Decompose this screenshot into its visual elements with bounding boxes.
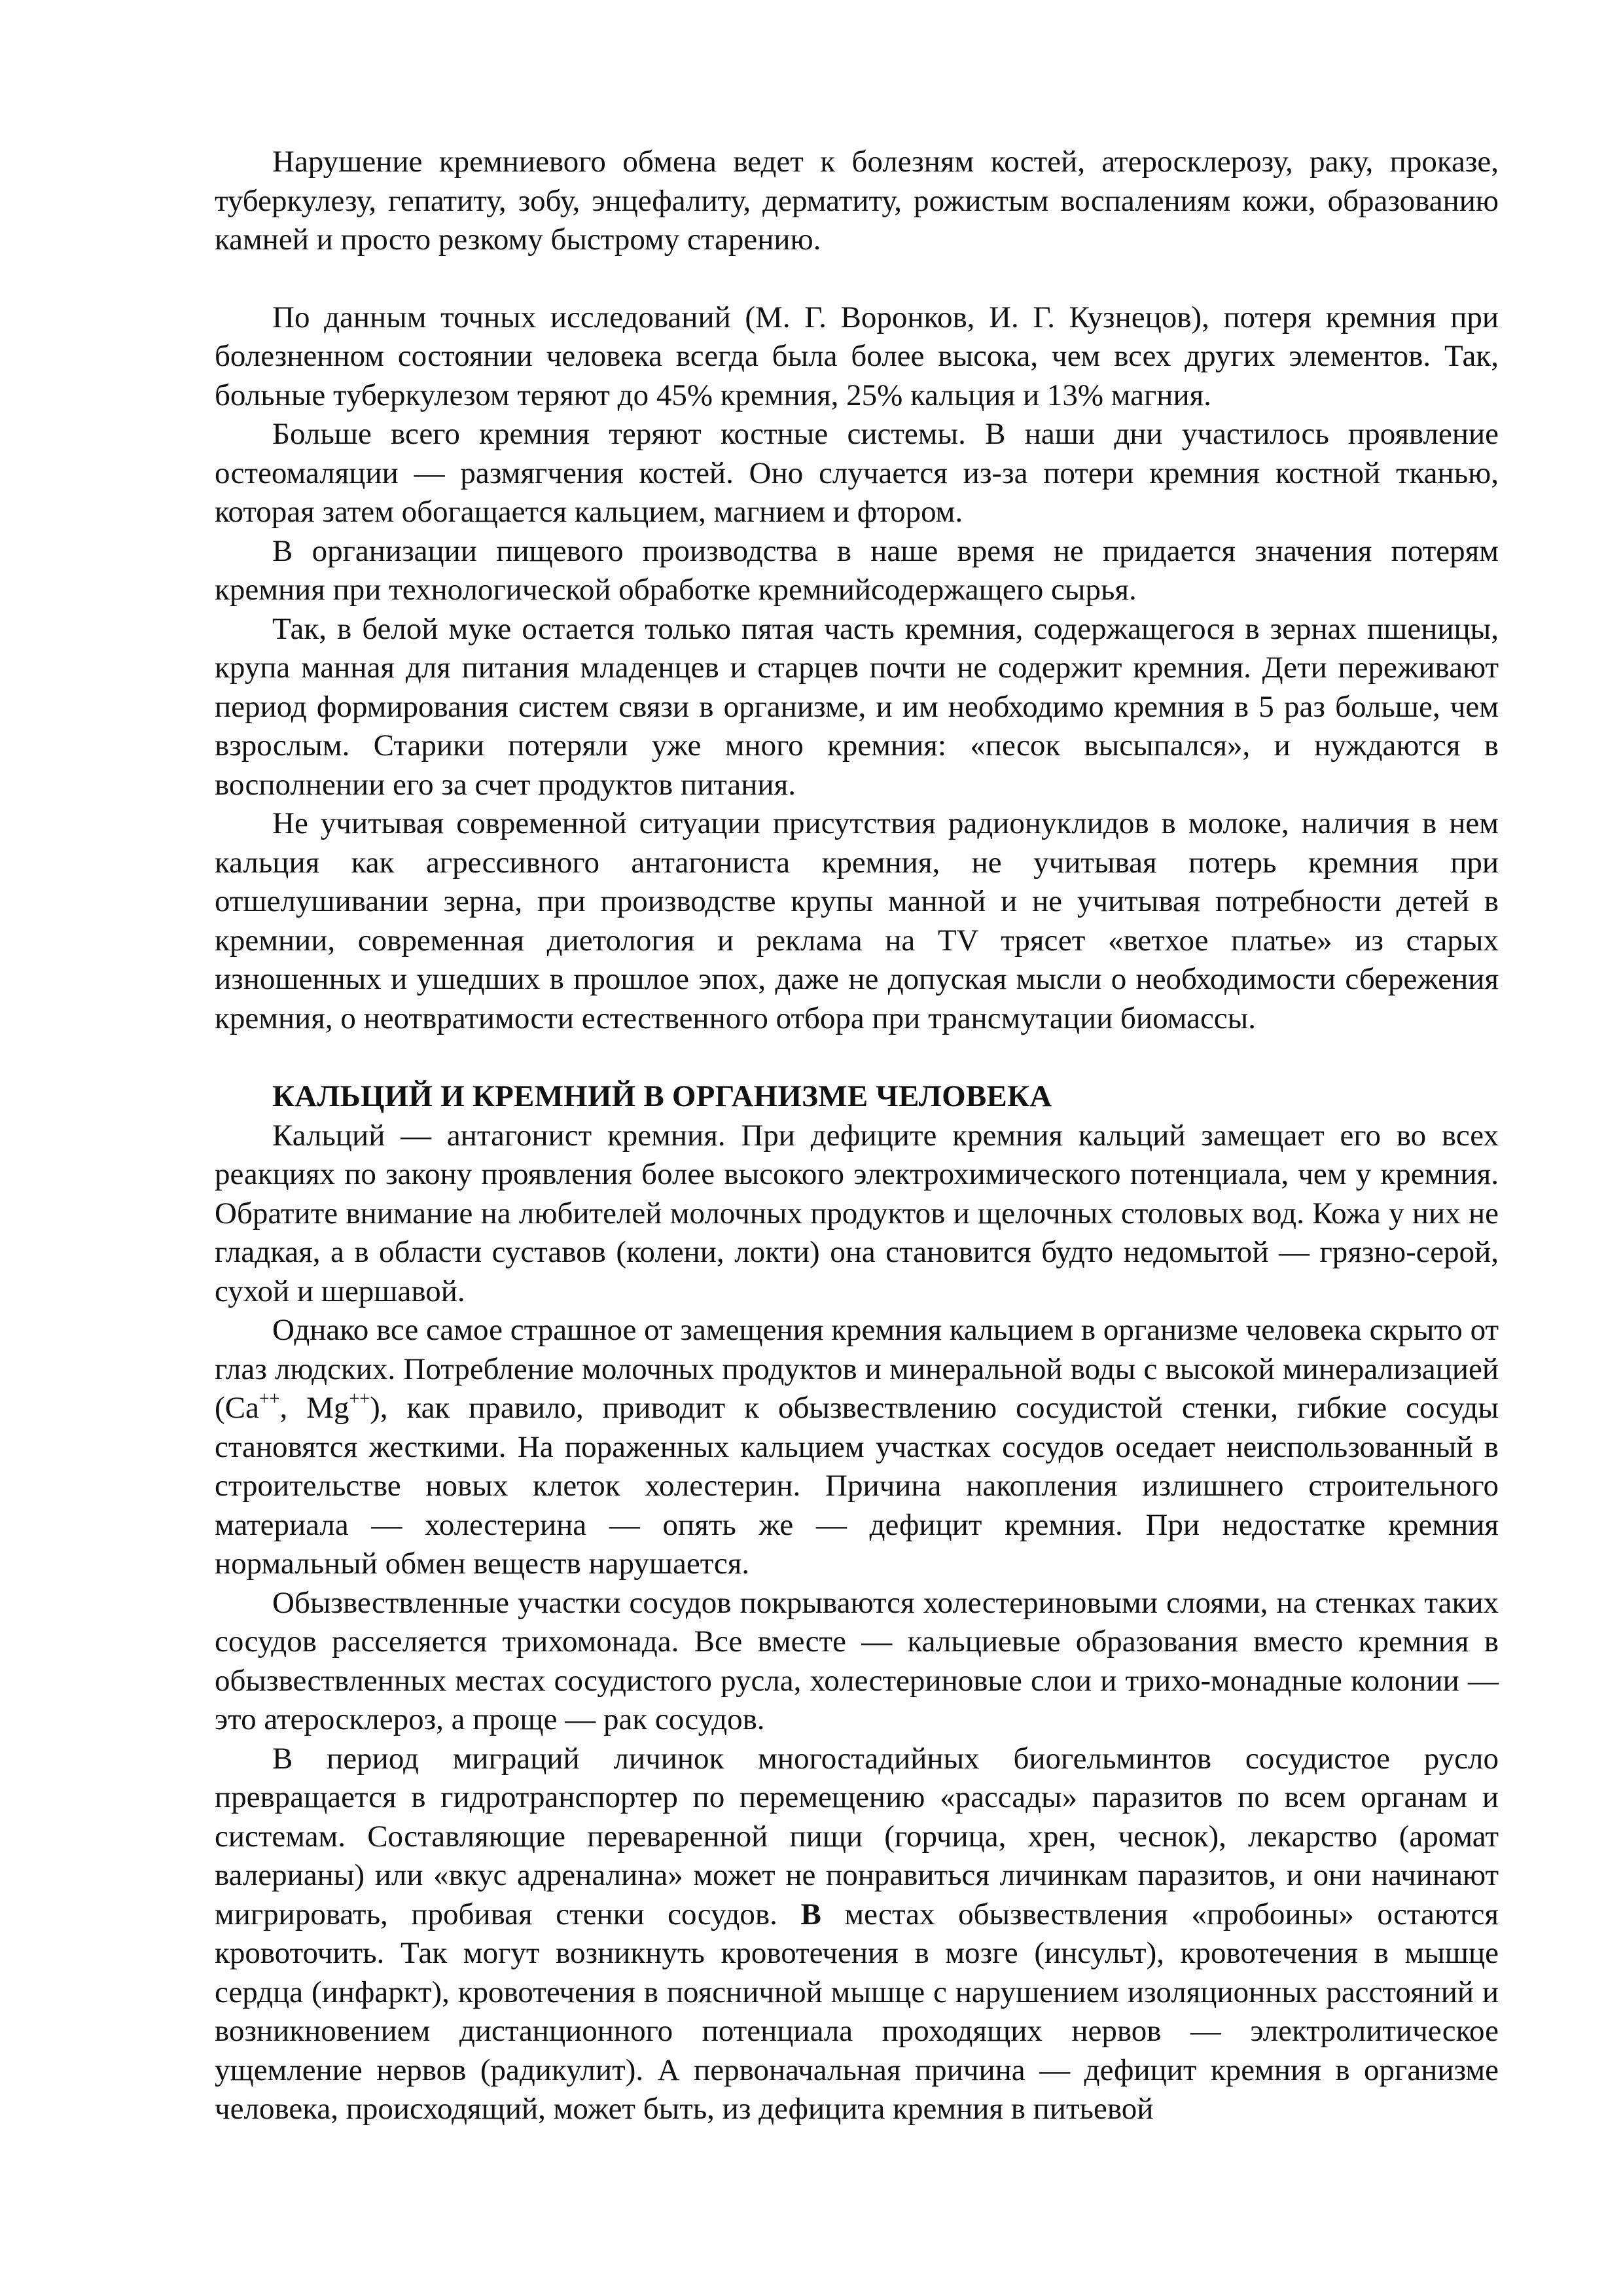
paragraph-calcification-text-a: Однако все самое страшное от замещения кремния кальцием в организме человека скрыто от глаз людских. Потребление молочных продуктов и минеральной воды с высокой минерализацией (Ca	[215, 1313, 1499, 1425]
paragraph-white-flour: Так, в белой муке остается только пятая часть кремния, содержащегося в зернах пшеницы, крупа манная для питания младенцев и старцев почти не содержит кремния. Дети переживают период формирования систем связи в организме, и им необходимо кремния в 5 раз больше, чем взрослым. Старики потеряли уже много кремния: «песок высыпался», и нуждаются в восполнении его за счет продуктов питания.	[215, 611, 1499, 802]
paragraph-calcium-antagonist: Кальций — антагонист кремния. При дефиците кремния кальций замещает его во всех реакциях по закону проявления более высокого электрохимического потенциала, чем у кремния. Обратите внимание на любителей молочных продуктов и щелочных столовых вод. Кожа у них не гладкая, а в области суставов (колени, локти) она становится будто недомытой — грязно-серой, сухой и шершавой.	[215, 1118, 1499, 1308]
bold-letter: В	[800, 1897, 821, 1931]
section-heading: КАЛЬЦИЙ И КРЕМНИЙ В ОРГАНИЗМЕ ЧЕЛОВЕКА	[272, 1079, 1052, 1113]
superscript-mg-charge: ++	[349, 1389, 370, 1409]
paragraph-modern-dietology: Не учитывая современной ситуации присутствия радионуклидов в молоке, наличия в нем кальция как агрессивного антагониста кремния, не учитывая потерь кремния при отшелушивании зерна, при производстве крупы манной и не учитывая потребности детей в кремнии, современная диетология и реклама на TV трясет «ветхое платье» из старых изношенных и ушедших в прошлое эпох, даже не допуская мысли о необходимости сбережения кремния, о неотвратимости естественного отбора при трансмутации биомассы.	[215, 806, 1499, 1035]
paragraph-migration-text-a: В период миграций личинок многостадийных биогельминтов сосудистое русло превращается в гидротранспортер по перемещению «рассады» паразитов по всем органам и системам. Составляющие переваренной пищи (горчица, хрен, чеснок), лекарство (аромат валерианы) или «вкус адреналина» может не понравиться личинкам паразитов, и они начинают мигрировать, пробивая стенки сосудов.	[215, 1741, 1499, 1931]
paragraph-research-data: По данным точных исследований (М. Г. Воронков, И. Г. Кузнецов), потеря кремния при болезненном состоянии человека всегда была более высока, чем всех других элементов. Так, больные туберкулезом теряют до 45% кремния, 25% кальция и 13% магния.	[215, 300, 1499, 412]
document-page	[215, 143, 1499, 2129]
paragraph-calcification	[215, 1311, 1499, 1584]
paragraph-migration-text-b: местах обызвествления «пробоины» остаются кровоточить. Так могут возникнуть кровотечения в мозге (инсульт), кровотечения в мышце сердца (инфаркт), кровотечения в поясничной мышце с нарушением изоляционных расстояний и возникновением дистанционного потенциала проходящих нервов — электролитическое ущемление нервов (радикулит). А первоначальная причина — дефицит кремния в организме человека, происходящий, может быть, из дефицита кремния в питьевой	[215, 1897, 1499, 2126]
paragraph-silicon-metabolism: Нарушение кремниевого обмена ведет к болезням костей, атеросклерозу, раку, проказе, туберкулезу, гепатиту, зобу, энцефалиту, дерматиту, рожистым воспалениям кожи, образованию камней и просто резкому быстрому старению.	[215, 145, 1499, 257]
paragraph-calcification-text-c: ), как правило, приводит к обызвествлению сосудистой стенки, гибкие сосуды становятся жесткими. На пораженных кальцием участках сосудов оседает неиспользованный в строительстве новых клеток холестерин. Причина накопления излишнего строительного материала — холестерина — опять же — дефицит кремния. При недостатке кремния нормальный обмен веществ нарушается.	[215, 1391, 1499, 1581]
paragraph-calcification-text-b: , Mg	[279, 1391, 349, 1425]
paragraph-bone-systems: Больше всего кремния теряют костные системы. В наши дни участилось проявление остеомаляции — размягчения костей. Оно случается из-за потери кремния костной тканью, которая затем обогащается кальцием, магнием и фтором.	[215, 417, 1499, 529]
paragraph-food-production: В организации пищевого производства в наше время не придается значения потерям кремния при технологической обработке кремнийсодержащего сырья.	[215, 533, 1499, 607]
paragraph-parasite-migration	[215, 1740, 1499, 2129]
superscript-ca-charge: ++	[259, 1389, 280, 1409]
paragraph-atherosclerosis: Обызвествленные участки сосудов покрываются холестериновыми слоями, на стенках таких сосудов расселяется трихомонада. Все вместе — кальциевые образования вместо кремния в обызвествленных местах сосудистого русла, холестериновые слои и трихо-монадные колонии — это атеросклероз, а проще — рак сосудов.	[215, 1585, 1499, 1736]
